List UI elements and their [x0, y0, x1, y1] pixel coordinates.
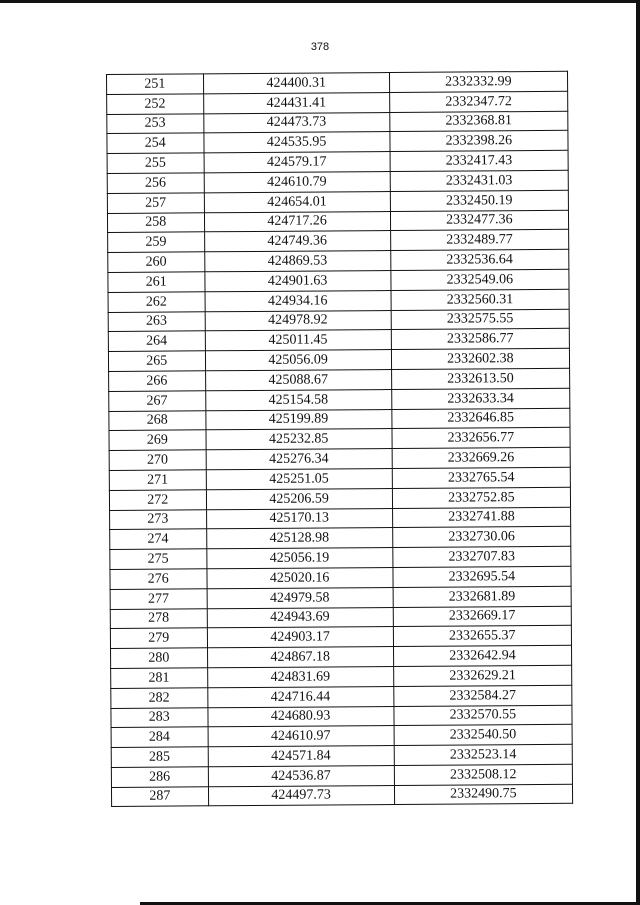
y-coordinate-cell: 2332765.54	[392, 467, 570, 488]
x-coordinate-cell: 424903.17	[207, 627, 393, 648]
point-number-cell: 282	[111, 688, 208, 708]
table-row	[111, 685, 572, 708]
table-row	[108, 329, 569, 352]
point-number-cell: 279	[110, 628, 207, 648]
x-coordinate-cell: 424610.79	[204, 172, 390, 193]
y-coordinate-cell: 2332586.77	[391, 329, 569, 350]
y-coordinate-cell: 2332508.12	[394, 764, 572, 785]
x-coordinate-cell: 425011.45	[205, 330, 391, 351]
table-row	[109, 368, 570, 391]
point-number-cell: 284	[111, 727, 208, 747]
table-row	[107, 91, 568, 114]
x-coordinate-cell: 425128.98	[206, 528, 392, 549]
y-coordinate-cell: 2332656.77	[392, 428, 570, 449]
x-coordinate-cell: 424831.69	[207, 666, 393, 687]
table-row	[110, 546, 571, 569]
table-row	[111, 725, 572, 748]
table-row	[109, 467, 570, 490]
point-number-cell: 264	[108, 331, 205, 351]
y-coordinate-cell: 2332613.50	[391, 368, 569, 389]
x-coordinate-cell: 424943.69	[207, 607, 393, 628]
y-coordinate-cell: 2332540.50	[394, 725, 572, 746]
table-row	[108, 348, 569, 371]
table-row	[107, 170, 568, 193]
point-number-cell: 265	[108, 351, 205, 371]
point-number-cell: 260	[108, 252, 205, 272]
table-row	[107, 71, 568, 94]
x-coordinate-cell: 425276.34	[206, 449, 392, 470]
x-coordinate-cell: 424680.93	[207, 706, 393, 727]
y-coordinate-cell: 2332570.55	[394, 705, 572, 726]
y-coordinate-cell: 2332490.75	[394, 784, 572, 805]
point-number-cell: 255	[107, 153, 204, 173]
point-number-cell: 286	[111, 767, 208, 787]
table-row	[109, 428, 570, 451]
table-row	[107, 190, 568, 213]
y-coordinate-cell: 2332584.27	[393, 685, 571, 706]
point-number-cell: 287	[111, 786, 208, 806]
point-number-cell: 285	[111, 747, 208, 767]
page-number: 378	[310, 41, 330, 53]
point-number-cell: 261	[108, 272, 205, 292]
x-coordinate-cell: 424867.18	[207, 647, 393, 668]
x-coordinate-cell: 425199.89	[205, 409, 391, 430]
table-row	[110, 606, 571, 629]
y-coordinate-cell: 2332332.99	[389, 71, 567, 92]
table-row	[107, 131, 568, 154]
x-coordinate-cell: 424571.84	[208, 746, 394, 767]
point-number-cell: 275	[110, 549, 207, 569]
x-coordinate-cell: 424979.58	[207, 587, 393, 608]
point-number-cell: 271	[109, 470, 206, 490]
x-coordinate-cell: 424535.95	[203, 132, 389, 153]
x-coordinate-cell: 425088.67	[205, 369, 391, 390]
coordinate-table-body	[107, 71, 573, 807]
y-coordinate-cell: 2332730.06	[392, 527, 570, 548]
y-coordinate-cell: 2332575.55	[391, 309, 569, 330]
coordinate-table	[106, 71, 573, 808]
table-row	[108, 289, 569, 312]
x-coordinate-cell: 424579.17	[204, 152, 390, 173]
point-number-cell: 251	[107, 74, 204, 94]
point-number-cell: 256	[107, 173, 204, 193]
scan-border-right	[636, 0, 640, 905]
x-coordinate-cell: 424717.26	[204, 211, 390, 232]
point-number-cell: 254	[107, 133, 204, 153]
y-coordinate-cell: 2332669.17	[393, 606, 571, 627]
table-row	[110, 626, 571, 649]
table-row	[108, 249, 569, 272]
y-coordinate-cell: 2332477.36	[390, 210, 568, 231]
x-coordinate-cell: 425206.59	[206, 488, 392, 509]
y-coordinate-cell: 2332681.89	[393, 586, 571, 607]
x-coordinate-cell: 424716.44	[207, 686, 393, 707]
y-coordinate-cell: 2332741.88	[392, 507, 570, 528]
x-coordinate-cell: 424431.41	[203, 92, 389, 113]
point-number-cell: 277	[110, 589, 207, 609]
point-number-cell: 273	[110, 509, 207, 529]
table-row	[111, 645, 572, 668]
point-number-cell: 270	[109, 450, 206, 470]
y-coordinate-cell: 2332629.21	[393, 665, 571, 686]
table-row	[111, 744, 572, 767]
table-row	[111, 705, 572, 728]
x-coordinate-cell: 425020.16	[206, 567, 392, 588]
y-coordinate-cell: 2332523.14	[394, 744, 572, 765]
x-coordinate-cell: 425232.85	[206, 429, 392, 450]
point-number-cell: 259	[108, 232, 205, 252]
point-number-cell: 283	[111, 707, 208, 727]
table-row	[109, 487, 570, 510]
x-coordinate-cell: 424536.87	[208, 765, 394, 786]
x-coordinate-cell: 425154.58	[205, 389, 391, 410]
scan-border-top	[0, 0, 640, 3]
table-row	[107, 210, 568, 233]
x-coordinate-cell: 424473.73	[203, 112, 389, 133]
x-coordinate-cell: 424400.31	[203, 73, 389, 94]
table-row	[111, 764, 572, 787]
point-number-cell: 258	[107, 212, 204, 232]
x-coordinate-cell: 424869.53	[204, 251, 390, 272]
y-coordinate-cell: 2332669.26	[392, 447, 570, 468]
table-row	[107, 111, 568, 134]
point-number-cell: 266	[109, 371, 206, 391]
y-coordinate-cell: 2332646.85	[392, 408, 570, 429]
table-row	[110, 507, 571, 530]
y-coordinate-cell: 2332707.83	[393, 546, 571, 567]
y-coordinate-cell: 2332642.94	[393, 645, 571, 666]
x-coordinate-cell: 424934.16	[205, 290, 391, 311]
x-coordinate-cell: 425056.19	[206, 548, 392, 569]
y-coordinate-cell: 2332489.77	[390, 230, 568, 251]
point-number-cell: 269	[109, 430, 206, 450]
table-row	[109, 447, 570, 470]
y-coordinate-cell: 2332536.64	[390, 249, 568, 270]
y-coordinate-cell: 2332398.26	[390, 131, 568, 152]
y-coordinate-cell: 2332417.43	[390, 150, 568, 171]
x-coordinate-cell: 425251.05	[206, 468, 392, 489]
point-number-cell: 253	[107, 113, 204, 133]
y-coordinate-cell: 2332752.85	[392, 487, 570, 508]
x-coordinate-cell: 424901.63	[204, 270, 390, 291]
table-row	[111, 784, 572, 807]
point-number-cell: 262	[108, 292, 205, 312]
point-number-cell: 267	[109, 391, 206, 411]
x-coordinate-cell: 424978.92	[205, 310, 391, 331]
table-row	[108, 309, 569, 332]
y-coordinate-cell: 2332695.54	[393, 566, 571, 587]
table-row	[110, 566, 571, 589]
point-number-cell: 280	[111, 648, 208, 668]
x-coordinate-cell: 424497.73	[208, 785, 394, 806]
y-coordinate-cell: 2332368.81	[389, 111, 567, 132]
table-row	[108, 230, 569, 253]
x-coordinate-cell: 424749.36	[204, 231, 390, 252]
y-coordinate-cell: 2332431.03	[390, 170, 568, 191]
y-coordinate-cell: 2332549.06	[391, 269, 569, 290]
point-number-cell: 263	[108, 311, 205, 331]
y-coordinate-cell: 2332450.19	[390, 190, 568, 211]
point-number-cell: 281	[111, 668, 208, 688]
point-number-cell: 252	[107, 94, 204, 114]
y-coordinate-cell: 2332633.34	[391, 388, 569, 409]
point-number-cell: 272	[109, 490, 206, 510]
y-coordinate-cell: 2332347.72	[389, 91, 567, 112]
point-number-cell: 278	[110, 608, 207, 628]
point-number-cell: 257	[107, 193, 204, 213]
table-row	[110, 586, 571, 609]
y-coordinate-cell: 2332655.37	[393, 626, 571, 647]
x-coordinate-cell: 424654.01	[204, 191, 390, 212]
point-number-cell: 276	[110, 569, 207, 589]
table-row	[111, 665, 572, 688]
table-row	[108, 269, 569, 292]
table-row	[109, 388, 570, 411]
x-coordinate-cell: 425056.09	[205, 350, 391, 371]
table-row	[110, 527, 571, 550]
point-number-cell: 268	[109, 410, 206, 430]
x-coordinate-cell: 425170.13	[206, 508, 392, 529]
x-coordinate-cell: 424610.97	[208, 726, 394, 747]
y-coordinate-cell: 2332560.31	[391, 289, 569, 310]
point-number-cell: 274	[110, 529, 207, 549]
table-row	[107, 150, 568, 173]
y-coordinate-cell: 2332602.38	[391, 348, 569, 369]
table-row	[109, 408, 570, 431]
